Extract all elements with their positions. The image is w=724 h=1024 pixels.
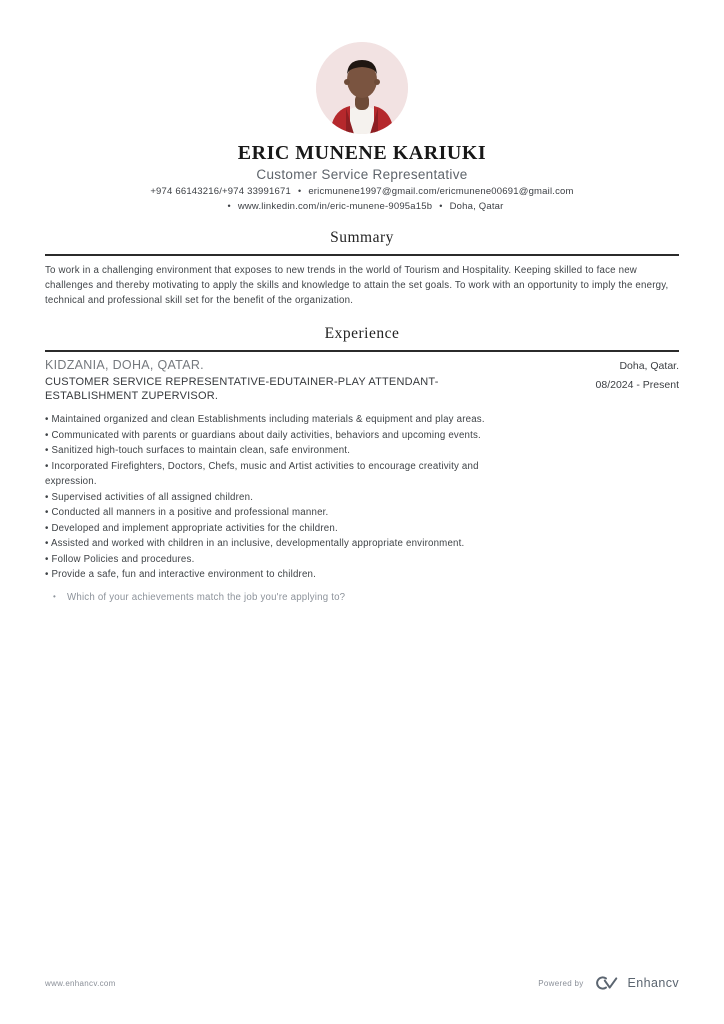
profile-photo [316, 42, 408, 134]
contact-line-2 [45, 201, 679, 212]
candidate-title: Customer Service Representative [256, 167, 468, 182]
entry-location: Doha, Qatar. [619, 360, 679, 372]
experience-bullet: • Maintained organized and clean Establishments including materials & equipment and play areas. [45, 412, 525, 428]
person-portrait-icon [316, 42, 408, 134]
experience-bullet: • Developed and implement appropriate activities for the children. [45, 521, 525, 537]
linkedin-link[interactable]: www.linkedin.com/in/eric-munene-9095a15b [237, 201, 433, 212]
enhancv-brand-label[interactable]: Enhancv [627, 976, 679, 990]
experience-bullet: • Conducted all manners in a positive and professional manner. [45, 505, 525, 521]
experience-bullet: • Supervised activities of all assigned children. [45, 490, 525, 506]
experience-bullets [45, 412, 525, 583]
contact-line-1 [45, 186, 679, 197]
summary-text: To work in a challenging environment that exposes to new trends in the world of Tourism and Hospitality. Keeping skilled to face new challenges and thereby motivating to apply the skills and knowledge to attain the set goals. To work with an opportunity to imply the energy, technical and professional skill set for the benefit of the organization. [45, 265, 669, 306]
experience-bullet: • Communicated with parents or guardians about daily activities, behaviors and upcoming events. [45, 428, 525, 444]
summary-section [45, 229, 679, 308]
experience-bullet: • Provide a safe, fun and interactive environment to children. [45, 567, 525, 583]
experience-bullet: • Incorporated Firefighters, Doctors, Chefs, music and Artist activities to encourage creativity and expression. [45, 459, 525, 490]
enhancv-url[interactable]: www.enhancv.com [45, 978, 116, 988]
separator-dot [432, 201, 449, 212]
separator-dot [220, 201, 237, 212]
experience-bullet: • Follow Policies and procedures. [45, 552, 525, 568]
experience-bullet: • Assisted and worked with children in an inclusive, developmentally appropriate environment. [45, 536, 525, 552]
experience-heading: Experience [45, 325, 679, 352]
page-footer [45, 974, 679, 992]
powered-by-label: Powered by [538, 978, 584, 988]
company-name: KIDZANIA, DOHA, QATAR. [45, 358, 204, 372]
candidate-name: ERIC MUNENE KARIUKI [237, 142, 487, 164]
summary-heading: Summary [45, 229, 679, 256]
experience-entry [45, 358, 679, 605]
entry-dates: 08/2024 - Present [595, 379, 679, 391]
phone-numbers: +974 66143216/+974 33991671 [150, 186, 291, 197]
experience-bullet: • Sanitized high-touch surfaces to maintain clean, safe environment. [45, 443, 525, 459]
location-text: Doha, Qatar [449, 201, 504, 212]
email-links[interactable]: ericmunene1997@gmail.com/ericmunene00691@gmail.com [308, 186, 574, 197]
position-title: CUSTOMER SERVICE REPRESENTATIVE-EDUTAINER-PLAY ATTENDANT- ESTABLISHMENT ZUPERVISOR. [45, 376, 439, 402]
placeholder-prompt[interactable]: • Which of your achievements match the job you're applying to? [45, 590, 679, 605]
resume-header [45, 0, 679, 212]
experience-section [45, 325, 679, 605]
enhancv-logo-icon [592, 974, 620, 992]
separator-dot [291, 186, 308, 197]
